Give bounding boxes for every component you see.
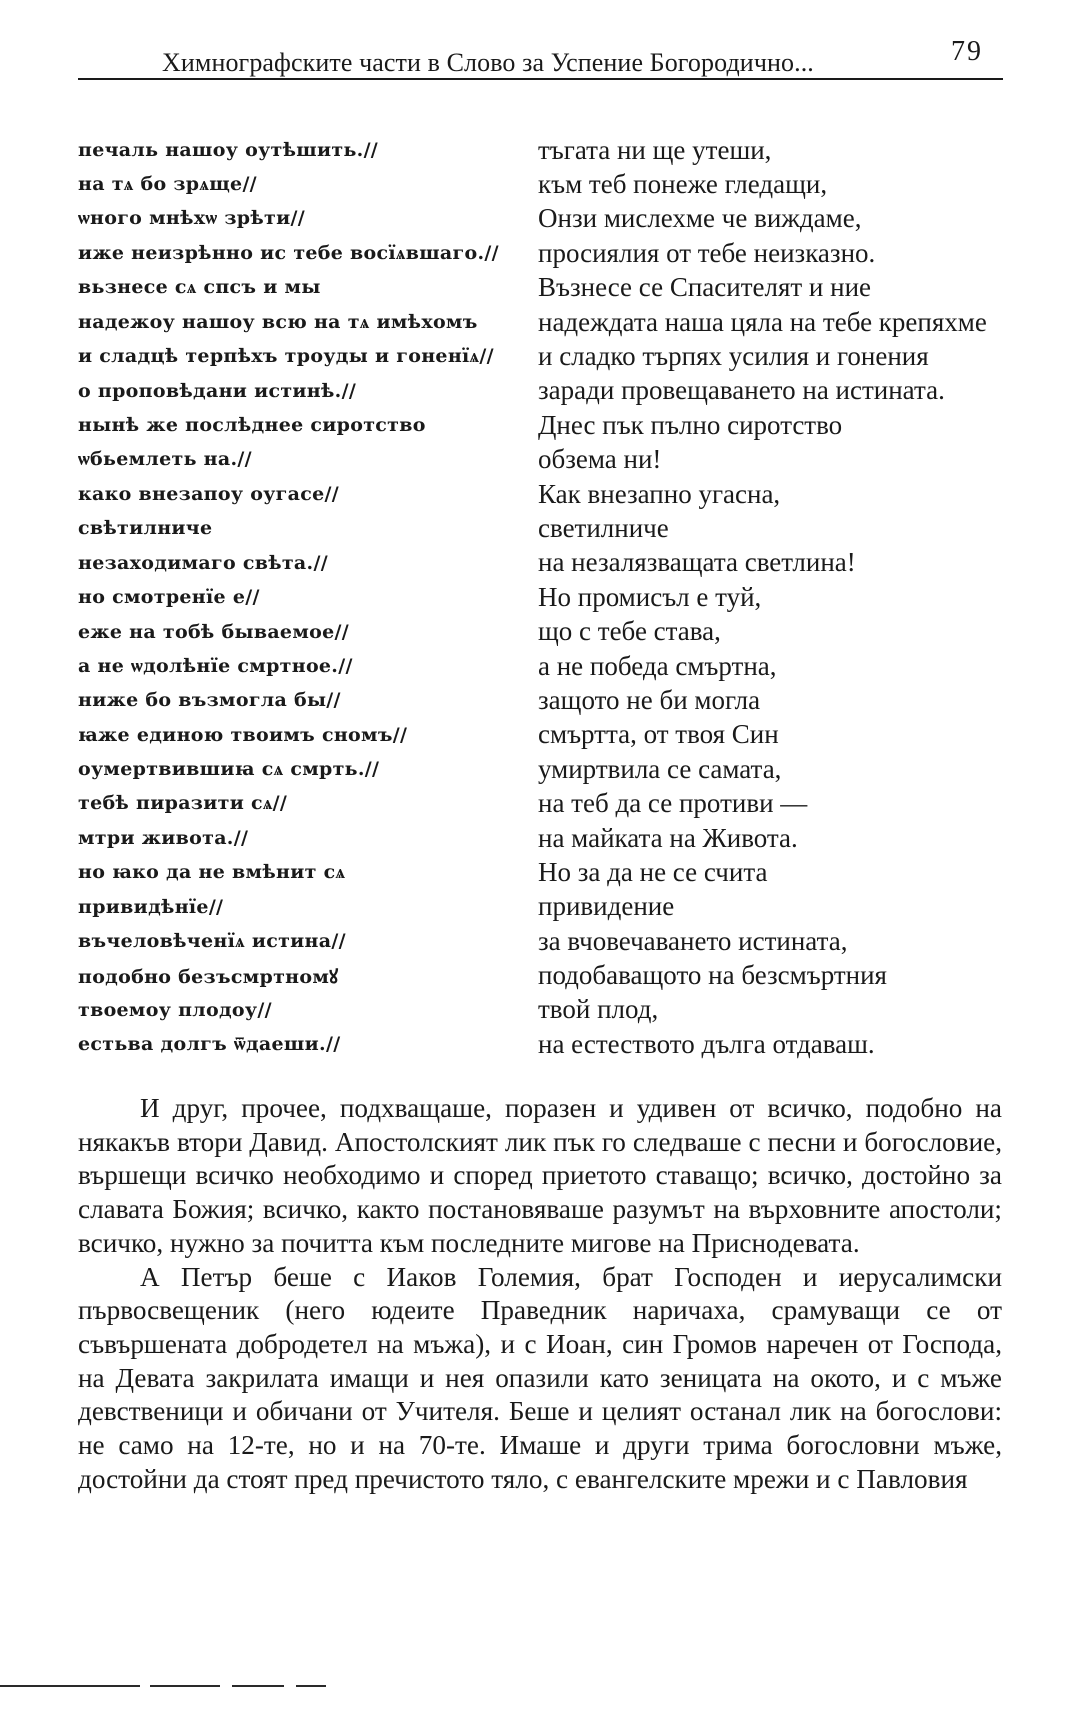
bulgarian-translation-verse: просиялия от тебе неизказно.	[538, 237, 876, 268]
footer-rule	[0, 1685, 140, 1687]
running-title: Химнографските части в Слово за Успение Богородично...	[162, 48, 814, 77]
footer-rule	[150, 1685, 220, 1687]
verse-row	[78, 271, 1018, 305]
church-slavonic-verse: ꙗже единою твоимъ сномъ//	[78, 723, 408, 746]
verse-row	[78, 374, 1018, 408]
page-number: 79	[951, 36, 983, 67]
bulgarian-translation-verse: смъртта, от твоя Син	[538, 719, 779, 750]
verse-row	[78, 339, 1018, 373]
verse-row	[78, 443, 1018, 477]
footer-rule	[232, 1685, 284, 1687]
bulgarian-translation-verse: Но за да не се счита	[538, 856, 768, 887]
verse-row	[78, 477, 1018, 511]
prose-body	[78, 1092, 1002, 1496]
bulgarian-translation-verse: на естеството дълга отдаваш.	[538, 1028, 875, 1059]
bulgarian-translation-verse: умиртвила се самата,	[538, 753, 782, 784]
verse-row	[78, 821, 1018, 855]
bulgarian-translation-verse: светилниче	[538, 512, 669, 543]
bulgarian-translation-verse: на майката на Живота.	[538, 822, 798, 853]
church-slavonic-verse: ѡбьемлеть на.//	[78, 448, 252, 471]
church-slavonic-verse: а не ѡдолѣнїе смртное.//	[78, 654, 353, 677]
verse-row	[78, 752, 1018, 786]
verse-row	[78, 786, 1018, 820]
bulgarian-translation-verse: защото не би могла	[538, 684, 761, 715]
parallel-verse-columns	[78, 133, 1018, 1062]
church-slavonic-verse: еже на тобѣ бываемое//	[78, 620, 349, 643]
bulgarian-translation-verse: заради провещаването на истината.	[538, 375, 945, 406]
church-slavonic-verse: печаль нашоу оутѣшить.//	[78, 139, 379, 162]
bulgarian-translation-verse: надеждата наша цяла на тебе крепяхме	[538, 306, 987, 337]
church-slavonic-verse: естьва долгъ ѿдаеши.//	[78, 1032, 341, 1055]
church-slavonic-verse: подобно безъсмртномꙋ	[78, 965, 339, 988]
church-slavonic-verse: надежоу нашоу всю на тѧ имѣхомъ	[78, 310, 478, 333]
bulgarian-translation-verse: обзема ни!	[538, 444, 662, 475]
paragraph: И друг, прочее, подхващаше, поразен и удивен от всичко, подобно на някакъв втори Давид. Апостолският лик пък го следваше с песни и богословие, вършещи всичко необходимо и според приетото ставащо; всичко, достойно за славата Божия; всичко, както постановяваше разумът на върховните апостоли; всичко, нужно за почитта към последните мигове на Приснодевата.	[78, 1093, 1002, 1258]
verse-row	[78, 924, 1018, 958]
church-slavonic-verse: како внезапоу оугасе//	[78, 483, 339, 506]
church-slavonic-verse: и сладцѣ терпѣхъ троуды и гоненїѧ//	[78, 345, 494, 368]
verse-row	[78, 580, 1018, 614]
verse-row	[78, 236, 1018, 270]
verse-row	[78, 1027, 1018, 1061]
bulgarian-translation-verse: Но промисъл е туй,	[538, 581, 762, 612]
verse-row	[78, 408, 1018, 442]
church-slavonic-verse: вьзнесе сѧ спсъ и мы	[78, 276, 321, 299]
verse-row	[78, 167, 1018, 201]
verse-row	[78, 683, 1018, 717]
bulgarian-translation-verse: що с тебе става,	[538, 616, 721, 647]
bulgarian-translation-verse: привидение	[538, 891, 675, 922]
church-slavonic-verse: но смотренїе е//	[78, 586, 260, 609]
verse-row	[78, 649, 1018, 683]
church-slavonic-verse: незаходимаго свѣта.//	[78, 551, 328, 574]
bulgarian-translation-verse: твой плод,	[538, 994, 659, 1025]
verse-row	[78, 202, 1018, 236]
bulgarian-translation-verse: за вчовечаването истината,	[538, 925, 848, 956]
bulgarian-translation-verse: а не победа смъртна,	[538, 650, 777, 681]
church-slavonic-verse: въчеловѣченїѧ истина//	[78, 929, 346, 952]
verse-row	[78, 305, 1018, 339]
church-slavonic-verse: но ꙗко да не вмѣнит сѧ	[78, 860, 346, 883]
church-slavonic-verse: свѣтилниче	[78, 517, 213, 540]
bulgarian-translation-verse: Онзи мислехме че виждаме,	[538, 203, 862, 234]
bulgarian-translation-verse: към теб понеже гледащи,	[538, 169, 828, 200]
bulgarian-translation-verse: тъгата ни ще утеши,	[538, 134, 772, 165]
bulgarian-translation-verse: Как внезапно угасна,	[538, 478, 781, 509]
bulgarian-translation-verse: Днес пък пълно сиротство	[538, 409, 843, 440]
church-slavonic-verse: на тѧ бо зрѧще//	[78, 173, 257, 196]
church-slavonic-verse: оумертвившиꙗ сѧ смрть.//	[78, 757, 380, 780]
church-slavonic-verse: о проповѣдани истинѣ.//	[78, 379, 357, 402]
footer-rule	[296, 1685, 326, 1687]
bulgarian-translation-verse: на незалязващата светлина!	[538, 547, 856, 578]
church-slavonic-verse: ѡного мнѣхѡ зрѣти//	[78, 207, 305, 230]
bulgarian-translation-verse: Възнесе се Спасителят и ние	[538, 272, 872, 303]
church-slavonic-verse: привидѣнїе//	[78, 895, 224, 918]
verse-row	[78, 511, 1018, 545]
verse-row	[78, 855, 1018, 889]
church-slavonic-verse: мтри живота.//	[78, 827, 249, 849]
church-slavonic-verse: нынѣ же послѣднее сиротство	[78, 414, 426, 437]
bulgarian-translation-verse: подобаващото на безсмъртния	[538, 960, 887, 991]
church-slavonic-verse: ниже бо възмогла бы//	[78, 689, 341, 712]
verse-row	[78, 890, 1018, 924]
bulgarian-translation-verse: на теб да се противи —	[538, 788, 808, 819]
church-slavonic-verse: твоемоу плодоу//	[78, 998, 272, 1021]
verse-row	[78, 133, 1018, 167]
verse-row	[78, 546, 1018, 580]
verse-row	[78, 718, 1018, 752]
verse-row	[78, 958, 1018, 992]
verse-row	[78, 614, 1018, 648]
running-header	[78, 22, 1003, 80]
church-slavonic-verse: тебѣ пиразити сѧ//	[78, 792, 288, 815]
church-slavonic-verse: иже неизрѣнно ис тебе восїѧвшаго.//	[78, 241, 499, 264]
verse-row	[78, 993, 1018, 1027]
paragraph: А Петър беше с Иаков Големия, брат Господен и иерусалимски първосвещеник (него юдеите Праведник наричаха, срамуващи се от съвършената добродетел на мъжа), и с Иоан, син Громов наречен от Господа, на Девата закрилата имащи и нея опазили като зеницата на окото, и с мъже девственици и обичани от Учителя. Беше и целият останал лик на богослови: не само на 12-те, но и на 70-те. Имаше и други трима богословни мъже, достойни да стоят пред пречистото тяло, с евангелските мрежи и с Павловия	[78, 1261, 1002, 1494]
bulgarian-translation-verse: и сладко търпях усилия и гонения	[538, 341, 929, 372]
